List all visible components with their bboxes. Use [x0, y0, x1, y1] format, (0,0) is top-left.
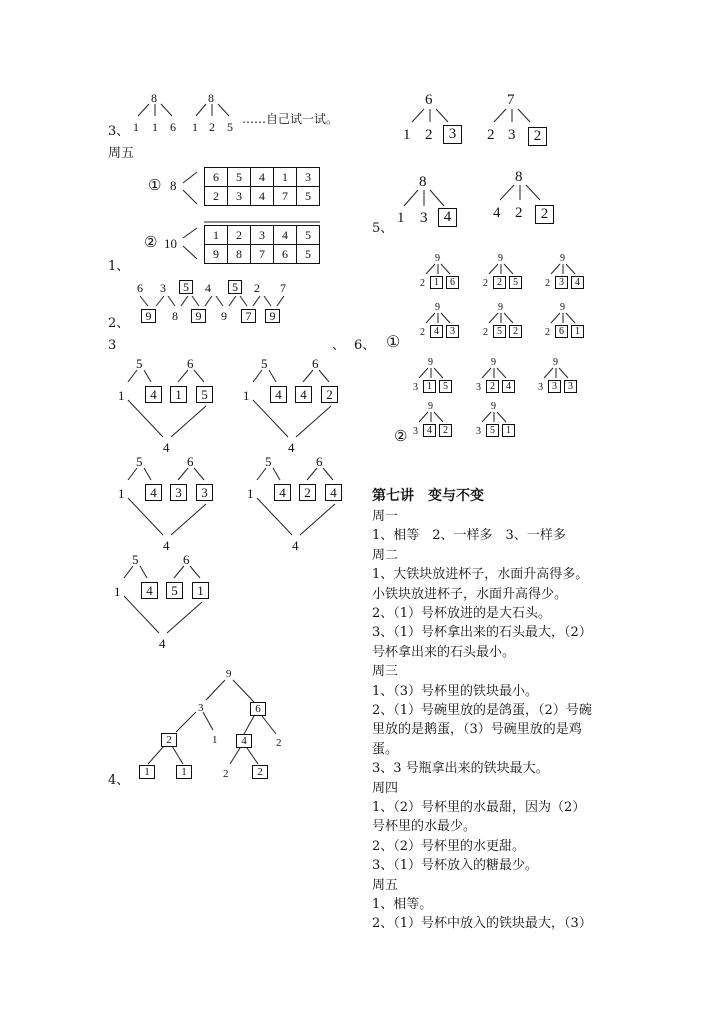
lesson-text-line: 周二 — [372, 547, 399, 563]
lesson-text-line: 小铁块放进杯子，水面升高得少。 — [372, 586, 568, 602]
heart-top-left: 5 — [136, 356, 143, 371]
heart-top-left: 5 — [132, 552, 139, 567]
mini-tree-box-c: 1 — [502, 424, 515, 437]
grid2-mark: ② — [144, 233, 158, 251]
heart-top-left: 5 — [265, 454, 272, 469]
mini-tree-a: 2 — [420, 327, 425, 338]
lesson-text-line: 里放的是鹅蛋，（3）号碗里放的是鸡 — [372, 722, 582, 738]
grid2-cell: 5 — [297, 226, 320, 245]
heart-box-d: 2 — [321, 386, 338, 403]
q4-right-left: 4 — [236, 734, 252, 748]
mini-tree-top: 9 — [491, 357, 496, 368]
mini-tree-top: 9 — [428, 401, 433, 412]
mini-tree-box-b: 1 — [430, 276, 443, 289]
mini-tree-branch — [544, 368, 553, 378]
grid2-cell: 8 — [228, 245, 251, 264]
grid1-cell: 3 — [297, 168, 320, 187]
grid2-cell: 6 — [274, 245, 297, 264]
mini-tree-branch — [551, 313, 560, 323]
q3-tree2-a: 1 — [192, 120, 198, 134]
grid2-cell: 2 — [228, 226, 251, 245]
heart-box-b: 4 — [270, 386, 287, 403]
r-tree2-top: 7 — [507, 92, 515, 108]
q5-tree1-box: 4 — [438, 208, 457, 227]
mini-tree-branch — [489, 313, 498, 323]
lesson-text-line: 号杯拿出来的石头最小。 — [372, 644, 516, 660]
grid2-cell: 5 — [297, 245, 320, 264]
lesson-text-line: 1、相等 2、一样多 3、一样多 — [372, 528, 566, 544]
q4-right-right: 2 — [276, 737, 282, 749]
grid1-cell: 1 — [274, 168, 297, 187]
mini-tree-branch — [426, 313, 435, 323]
lesson-text-line: 2、（2）号杯里的水更甜。 — [372, 838, 526, 854]
mini-tree-branch — [434, 368, 443, 378]
q5-tree2-top: 8 — [515, 169, 523, 185]
lesson-text-line: 2、（1）号碗里放的是鸽蛋，（2）号碗 — [372, 703, 592, 718]
grid1-cell: 2 — [205, 187, 228, 206]
heart-top-left: 5 — [136, 454, 143, 469]
q5-tree1-a: 1 — [397, 210, 405, 226]
mini-tree-a: 2 — [545, 278, 550, 289]
q4-leaf-3: 2 — [223, 768, 229, 780]
heart-top-right: 6 — [187, 454, 194, 469]
mini-tree-box-b: 3 — [555, 276, 568, 289]
q1-label: 1、 — [108, 259, 130, 274]
lesson-text-line: 周一 — [372, 509, 399, 524]
q2-top-6: 2 — [254, 281, 260, 295]
separator-mark: 、 — [332, 338, 346, 353]
mini-tree-branch — [482, 412, 491, 422]
mini-tree-box-b: 1 — [423, 380, 436, 393]
heart-a: 1 — [118, 486, 125, 501]
grid2-cell: 3 — [251, 226, 274, 245]
q4-leaf-1: 1 — [139, 765, 155, 779]
q6-label: 6、 — [354, 338, 376, 353]
mini-tree-box-b: 2 — [486, 380, 499, 393]
q5-tree2-box: 2 — [535, 205, 554, 224]
heart-box-c: 2 — [299, 484, 316, 501]
mini-tree-box-c: 2 — [439, 424, 452, 437]
lesson-text-line: 1、大铁块放进杯子，水面升高得多。 — [372, 567, 589, 583]
lesson-text-line: 1、（2）号杯里的水最甜，因为（2） — [372, 800, 586, 815]
lesson-title: 第七讲 变与不变 — [372, 488, 484, 504]
mini-tree-a: 3 — [413, 426, 418, 437]
grid2-cell: 9 — [205, 245, 228, 264]
mini-tree-branch — [482, 368, 491, 378]
q2-bottom-3: 9 — [191, 309, 206, 323]
heart-box-c: 4 — [295, 386, 312, 403]
mini-tree-box-c: 4 — [571, 276, 584, 289]
q4-right: 6 — [250, 702, 266, 716]
mini-tree-branch — [497, 412, 506, 422]
q2-top-5: 5 — [228, 280, 242, 294]
q5-tree1-top: 8 — [419, 174, 427, 190]
heart-box-b: 4 — [141, 582, 158, 599]
mini-tree-box-b: 4 — [430, 325, 443, 338]
mini-tree-a: 2 — [545, 327, 550, 338]
heart-box-c: 3 — [170, 484, 187, 501]
q2-bottom-2: 8 — [172, 309, 178, 323]
q4-left: 3 — [198, 702, 204, 714]
q2-top-7: 7 — [280, 281, 286, 295]
q3-tree2-b: 2 — [209, 120, 215, 134]
q5-tree2-a: 4 — [493, 205, 501, 221]
r-tree1-b: 2 — [425, 127, 433, 143]
mini-tree-box-b: 2 — [493, 276, 506, 289]
mini-tree-box-b: 5 — [493, 325, 506, 338]
lesson-text-line: 周三 — [372, 664, 399, 680]
q2-bottom-1: 9 — [141, 309, 156, 323]
q5-tree1-b: 3 — [420, 210, 428, 226]
mini-tree-a: 3 — [476, 426, 481, 437]
heart-bottom: 4 — [288, 440, 295, 455]
heart-top-right: 6 — [316, 454, 323, 469]
lesson-text-line: 2、（1）号杯中放入的铁块最大，（3） — [372, 916, 592, 932]
lesson-text-line: 3、（1）号杯放入的糖最少。 — [372, 858, 539, 874]
mini-tree-box-b: 5 — [486, 424, 499, 437]
grid1-mark: ① — [148, 176, 162, 194]
grid1-cell: 7 — [274, 187, 297, 206]
mini-tree-box-b: 4 — [423, 424, 436, 437]
q4-top: 9 — [226, 668, 232, 680]
grid1-cell: 5 — [297, 187, 320, 206]
heart-box-d: 4 — [325, 484, 342, 501]
heart-box-c: 1 — [170, 386, 187, 403]
grid1-cell: 5 — [228, 168, 251, 187]
q3-tree1-a: 1 — [133, 120, 139, 134]
heart-top-right: 6 — [183, 552, 190, 567]
mini-tree-top: 9 — [435, 302, 440, 313]
mini-tree-branch — [566, 313, 575, 323]
mini-tree-branch — [559, 368, 568, 378]
q2-label: 2、 — [108, 316, 130, 331]
heart-bottom: 4 — [292, 538, 299, 553]
heart-box-d: 1 — [192, 582, 209, 599]
mini-tree-branch — [497, 368, 506, 378]
mini-tree-branch — [441, 264, 450, 274]
mini-tree-top: 9 — [498, 253, 503, 264]
mini-tree-top: 9 — [560, 253, 565, 264]
grid1-cell: 3 — [228, 187, 251, 206]
mini-tree-branch — [441, 313, 450, 323]
q4-label: 4、 — [108, 773, 130, 788]
lesson-text-line: 周四 — [372, 780, 399, 796]
q2-bottom-5: 7 — [241, 309, 256, 323]
grid1-number: 8 — [170, 178, 177, 193]
mini-tree-branch — [419, 368, 428, 378]
grid1-cell: 6 — [205, 168, 228, 187]
r-tree2-box: 2 — [528, 127, 547, 146]
heart-a: 1 — [243, 388, 250, 403]
mini-tree-box-c: 5 — [439, 380, 452, 393]
q6-mark2: ② — [394, 427, 408, 445]
lesson-text-line: 蛋。 — [372, 741, 399, 757]
mini-tree-branch — [504, 313, 513, 323]
heart-box-d: 5 — [196, 386, 213, 403]
heart-box-d: 3 — [196, 484, 213, 501]
grid2-cell: 4 — [274, 226, 297, 245]
mini-tree-top: 9 — [498, 302, 503, 313]
lesson-text-line: 1、（3）号杯里的铁块最小。 — [372, 683, 539, 699]
q2-bottom-4: 9 — [221, 309, 227, 323]
heart-box-b: 4 — [145, 386, 162, 403]
heart-top-right: 6 — [312, 356, 319, 371]
q2-top-3: 5 — [179, 280, 193, 294]
lesson-text-line: 1、相等。 — [372, 897, 433, 912]
mini-tree-branch — [419, 412, 428, 422]
mini-tree-box-b: 3 — [548, 380, 561, 393]
mini-tree-a: 3 — [413, 382, 418, 393]
mini-tree-branch — [551, 264, 560, 274]
q3-tree2-top: 8 — [208, 91, 214, 105]
q5-label: 5、 — [372, 221, 394, 236]
q3-label: 3、 — [108, 124, 130, 139]
mini-tree-top: 9 — [428, 357, 433, 368]
r-tree2-b: 3 — [508, 127, 516, 143]
mini-tree-branch — [434, 412, 443, 422]
mini-tree-top: 9 — [491, 401, 496, 412]
heart-top-left: 5 — [261, 356, 268, 371]
grid1-cell: 4 — [251, 187, 274, 206]
q3-tree1-top: 8 — [151, 91, 157, 105]
q2-top-2: 3 — [160, 281, 166, 295]
mini-tree-top: 9 — [560, 302, 565, 313]
heart-a: 1 — [247, 486, 254, 501]
lesson-text-line: 周五 — [372, 877, 399, 893]
q2-bottom-6: 9 — [265, 309, 280, 323]
mini-tree-a: 3 — [476, 382, 481, 393]
grid1-cell: 4 — [251, 168, 274, 187]
grid2-cell: 1 — [205, 226, 228, 245]
q3-note: ……自己试一试。 — [242, 112, 339, 126]
r-tree1-a: 1 — [403, 127, 411, 143]
mini-tree-top: 9 — [435, 253, 440, 264]
mini-tree-branch — [504, 264, 513, 274]
heart-a: 1 — [118, 388, 125, 403]
q3b-label: 3 — [108, 338, 117, 353]
mini-tree-box-c: 6 — [446, 276, 459, 289]
q2-top-1: 6 — [137, 281, 143, 295]
lesson-text-line: 号杯里的水最少。 — [372, 819, 477, 835]
mini-tree-box-c: 3 — [564, 380, 577, 393]
r-tree2-a: 2 — [487, 127, 495, 143]
mini-tree-box-c: 4 — [502, 380, 515, 393]
mini-tree-a: 2 — [420, 278, 425, 289]
q4-leaf-4: 2 — [252, 765, 268, 779]
heart-box-c: 5 — [166, 582, 183, 599]
mini-tree-box-c: 3 — [446, 325, 459, 338]
heart-bottom: 4 — [159, 636, 166, 651]
q3-tree2-c: 5 — [227, 120, 233, 134]
heart-box-b: 4 — [145, 484, 162, 501]
heart-box-b: 4 — [274, 484, 291, 501]
mini-tree-box-b: 6 — [555, 325, 568, 338]
grid2-cell: 7 — [251, 245, 274, 264]
heart-a: 1 — [114, 584, 121, 599]
lesson-text-line: 2、（1）号杯放进的是大石头。 — [372, 606, 552, 621]
q5-tree2-b: 2 — [515, 205, 523, 221]
mini-tree-branch — [489, 264, 498, 274]
mini-tree-box-c: 1 — [571, 325, 584, 338]
heart-top-right: 6 — [187, 356, 194, 371]
heart-bottom: 4 — [163, 538, 170, 553]
mini-tree-a: 3 — [538, 382, 543, 393]
q4-left-right: 1 — [212, 734, 218, 746]
lesson-text-line: 3、（1）号杯拿出来的石头最大，（2） — [372, 625, 592, 641]
q6-mark1: ① — [386, 332, 401, 351]
q3-tree1-c: 6 — [170, 120, 176, 134]
q4-left-left: 2 — [161, 733, 177, 747]
mini-tree-box-c: 2 — [509, 325, 522, 338]
r-tree1-box: 3 — [443, 125, 462, 144]
mini-tree-branch — [566, 264, 575, 274]
r-tree1-top: 6 — [425, 92, 433, 108]
mini-tree-a: 2 — [483, 278, 488, 289]
q3-tree1-b: 1 — [152, 120, 158, 134]
mini-tree-top: 9 — [553, 357, 558, 368]
lesson-text-line: 3、3 号瓶拿出来的铁块最大。 — [372, 761, 549, 777]
heart-bottom: 4 — [163, 440, 170, 455]
week5-heading: 周五 — [108, 146, 135, 161]
grid2-number: 10 — [164, 236, 177, 251]
q4-leaf-2: 1 — [176, 765, 192, 779]
q2-top-4: 4 — [205, 281, 211, 295]
mini-tree-a: 2 — [483, 327, 488, 338]
mini-tree-box-c: 5 — [509, 276, 522, 289]
mini-tree-branch — [426, 264, 435, 274]
